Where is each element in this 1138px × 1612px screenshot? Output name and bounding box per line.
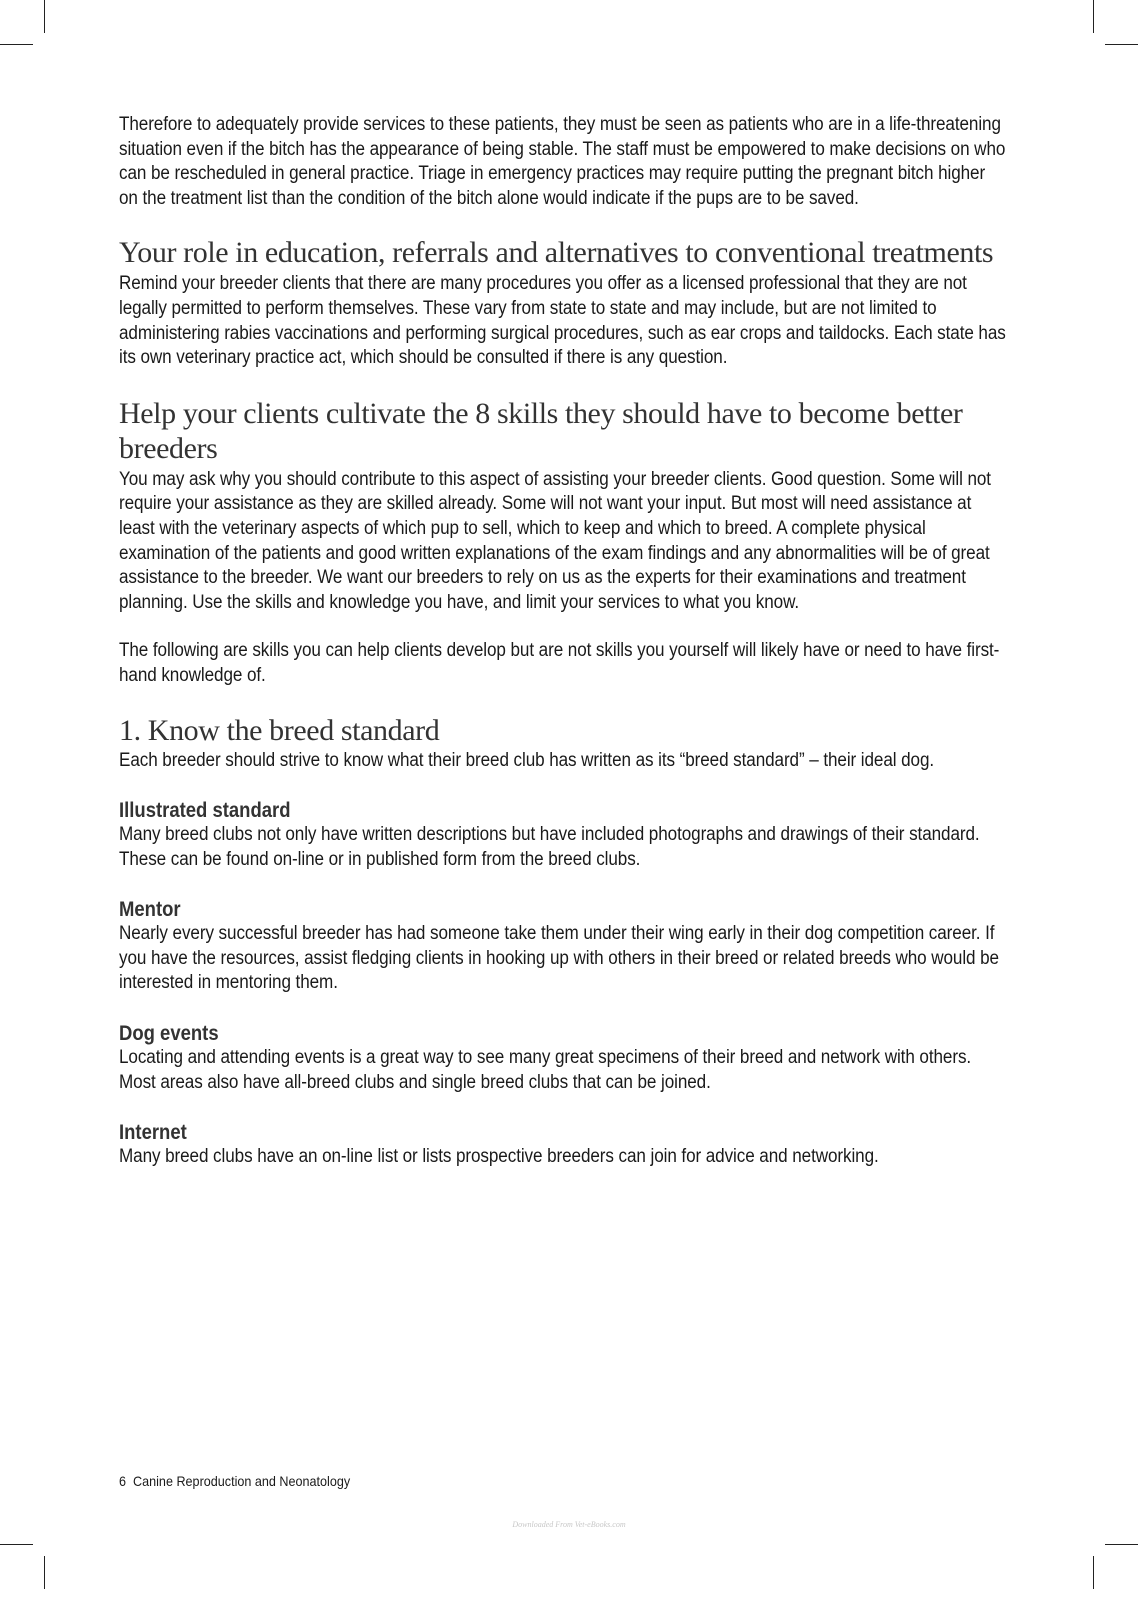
page-footer — [119, 1473, 350, 1489]
crop-mark — [0, 44, 33, 45]
paragraph-illustrated-standard: Many breed clubs not only have written descriptions but have included photographs and drawings of their standard. These can be found on-line or in published form from the breed clubs. — [119, 824, 980, 870]
book-title: Canine Reproduction and Neonatology — [133, 1473, 351, 1489]
intro-paragraph: Therefore to adequately provide services to these patients, they must be seen as patients who are in a life-threatening situation even if the bitch has the appearance of being stable. The staff must be empowered to make decisions on who can be rescheduled in general practice. Triage in emergency practices may require putting the pregnant bitch higher on the treatment list than the condition of the bitch alone would indicate if the pups are to be saved. — [119, 114, 1006, 209]
section-paragraph-skills: You may ask why you should contribute to this aspect of assisting your breeder clients. Good question. Some will not require your assistance as they are skilled already. Some will not want your input. But most will need assistance at least with the veterinary aspects of which pup to sell, which to keep and which to breed. A complete physical examination of the patients and good written explanations of the exam findings and any abnormalities will be of great assistance to the breeder. We want our breeders to rely on us as the experts for their examinations and treatment planning. Use the skills and knowledge you have, and limit your services to what you know. — [119, 468, 991, 613]
page-body — [119, 113, 1009, 1170]
paragraph-mentor: Nearly every successful breeder has had someone take them under their wing early in their dog competition career. If you have the resources, assist fledging clients in hooking up with others in their breed or related breeds who would be interested in mentoring them. — [119, 923, 999, 994]
crop-mark — [1105, 1544, 1138, 1545]
subheading-illustrated-standard: Illustrated standard — [119, 799, 291, 823]
section-paragraph-role: Remind your breeder clients that there are many procedures you offer as a licensed professional that they are not legally permitted to perform themselves. These vary from state to state and may include, but are not limited to administering rabies vaccinations and performing surgical procedures, such as ear crops and taildocks. Each state has its own veterinary practice act, which should be consulted if there is any question. — [119, 273, 1006, 369]
section-heading-breed-standard: 1. Know the breed standard — [119, 713, 440, 747]
paragraph-internet: Many breed clubs have an on-line list or lists prospective breeders can join for advice and networking. — [119, 1146, 879, 1168]
subheading-mentor: Mentor — [119, 898, 181, 922]
paragraph-dog-events: Locating and attending events is a great way to see many great specimens of their breed and network with others. Most areas also have all-breed clubs and single breed clubs that can be joined. — [119, 1047, 972, 1093]
crop-mark — [0, 1544, 33, 1545]
crop-mark — [44, 1556, 45, 1589]
crop-mark — [44, 0, 45, 33]
subheading-internet: Internet — [119, 1121, 187, 1145]
section-paragraph-skills-followup: The following are skills you can help clients develop but are not skills you yourself will likely have or need to have first-hand knowledge of. — [119, 640, 1000, 686]
section-heading-skills: Help your clients cultivate the 8 skills they should have to become better breeders — [119, 396, 963, 465]
crop-mark — [1093, 0, 1094, 33]
page-number: 6 — [119, 1473, 127, 1489]
crop-mark — [1105, 44, 1138, 45]
section-heading-role: Your role in education, referrals and alternatives to conventional treatments — [119, 236, 994, 270]
subheading-dog-events: Dog events — [119, 1022, 219, 1046]
crop-mark — [1093, 1556, 1094, 1589]
download-watermark: Downloaded From Vet-eBooks.com — [512, 1520, 626, 1529]
section-paragraph-breed-standard: Each breeder should strive to know what their breed club has written as its “breed standard” – their ideal dog. — [119, 749, 935, 771]
